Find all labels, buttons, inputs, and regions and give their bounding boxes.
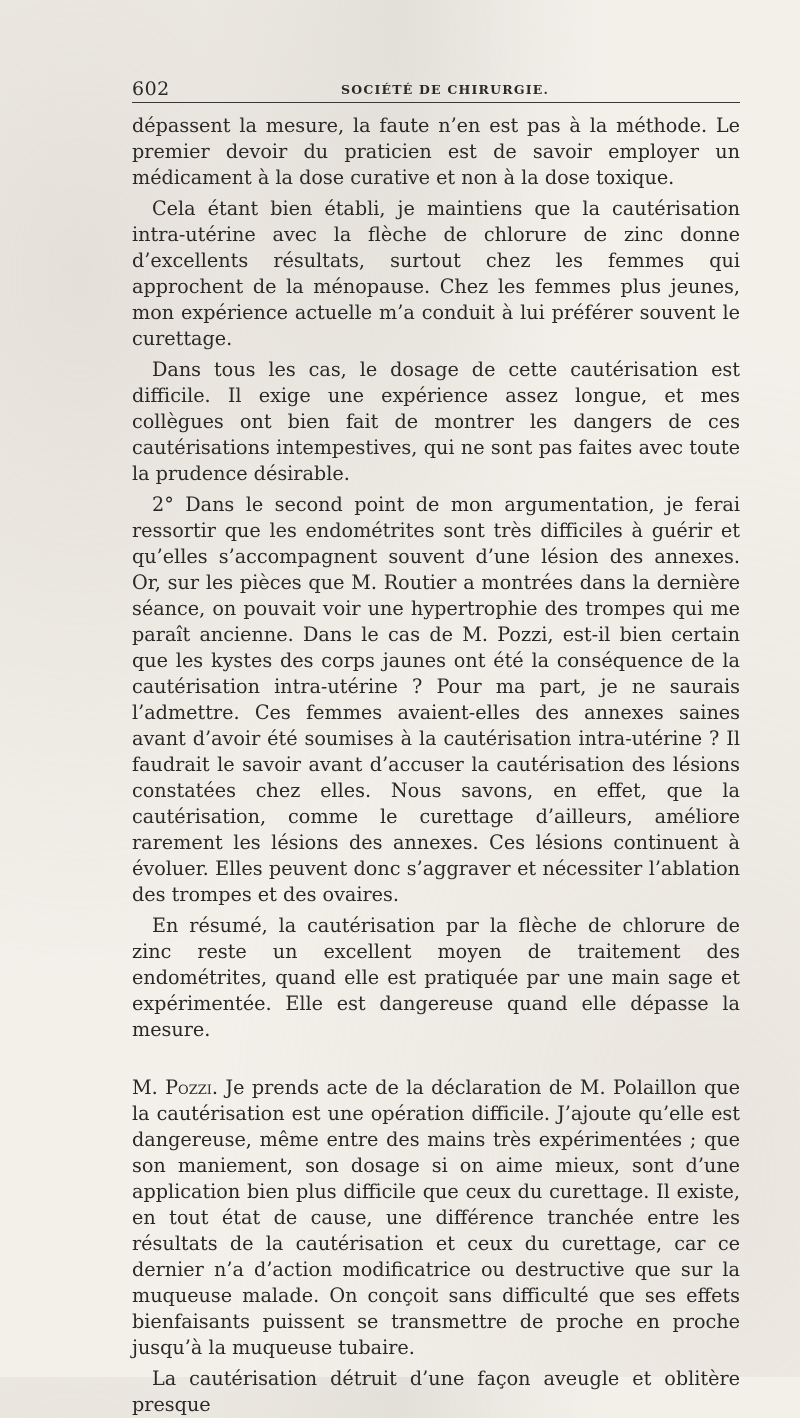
paragraph-pozzi-reply [132,1075,740,1361]
paragraph-continued: dépassent la mesure, la faute n’en est pas à la méthode. Le premier devoir du praticien est de savoir employer un médicament à la dose curative et non à la dose toxique. [132,114,740,189]
body-text [132,113,740,1418]
running-header [132,78,740,103]
paragraph-la-cauterisation: La cautérisation détruit d’une façon aveugle et oblitère presque [132,1367,740,1416]
speaker-name: M. Pozzi. [132,1076,219,1099]
paragraph-dans-tous-les-cas: Dans tous les cas, le dosage de cette cautérisation est difficile. Il exige une expérience assez longue, et mes collègues ont bien fait de montrer les dangers de ces cautérisations intempestives, qui ne sont pas faites avec toute la prudence désirable. [132,358,740,485]
paragraph-en-resume: En résumé, la cautérisation par la flèche de chlorure de zinc reste un excellent moyen de traitement des endométrites, quand elle est pratiquée par une main sage et expérimentée. Elle est dangereuse quand elle dépasse la mesure. [132,914,740,1041]
page-number: 602 [132,78,170,100]
running-title: SOCIÉTÉ DE CHIRURGIE. [341,82,550,97]
paragraph-cela-etant: Cela étant bien établi, je maintiens que la cautérisation intra-utérine avec la flèche de chlorure de zinc donne d’excellents résultats, surtout chez les femmes qui approchent de la ménopause. Chez les femmes plus jeunes, mon expérience actuelle m’a conduit à lui préférer souvent le curettage. [132,197,740,350]
book-page [132,78,740,1418]
paragraph-second-point: 2° Dans le second point de mon argumentation, je ferai ressortir que les endométrites sont très difficiles à guérir et qu’elles s’accompagnent souvent d’une lésion des annexes. Or, sur les pièces que M. Routier a montrées dans la dernière séance, on pouvait voir une hypertrophie des trompes qui me paraît ancienne. Dans le cas de M. Pozzi, est-il bien certain que les kystes des corps jaunes ont été la conséquence de la cautérisation intra-utérine ? Pour ma part, je ne saurais l’admettre. Ces femmes avaient-elles des annexes saines avant d’avoir été soumises à la cautérisation intra-utérine ? Il faudrait le savoir avant d’accuser la cautérisation des lésions constatées chez elles. Nous savons, en effet, que la cautérisation, comme le curettage d’ailleurs, améliore rarement les lésions des annexes. Ces lésions continuent à évoluer. Elles peuvent donc s’aggraver et nécessiter l’ablation des trompes et des ovaires. [132,493,740,906]
speaker-text: Je prends acte de la déclaration de M. Polaillon que la cautérisation est une opération difficile. J’ajoute qu’elle est dangereuse, même entre des mains très expérimentées ; que son maniement, son dosage si on aime mieux, sont d’une application bien plus difficile que ceux du curettage. Il existe, en tout état de cause, une différence tranchée entre les résultats de la cautérisation et ceux du curettage, car ce dernier n’a d’action modificatrice ou destructive que sur la muqueuse malade. On conçoit sans difficulté que ses effets bienfaisants puissent se transmettre de proche en proche jusqu’à la muqueuse tubaire. [132,1076,740,1359]
